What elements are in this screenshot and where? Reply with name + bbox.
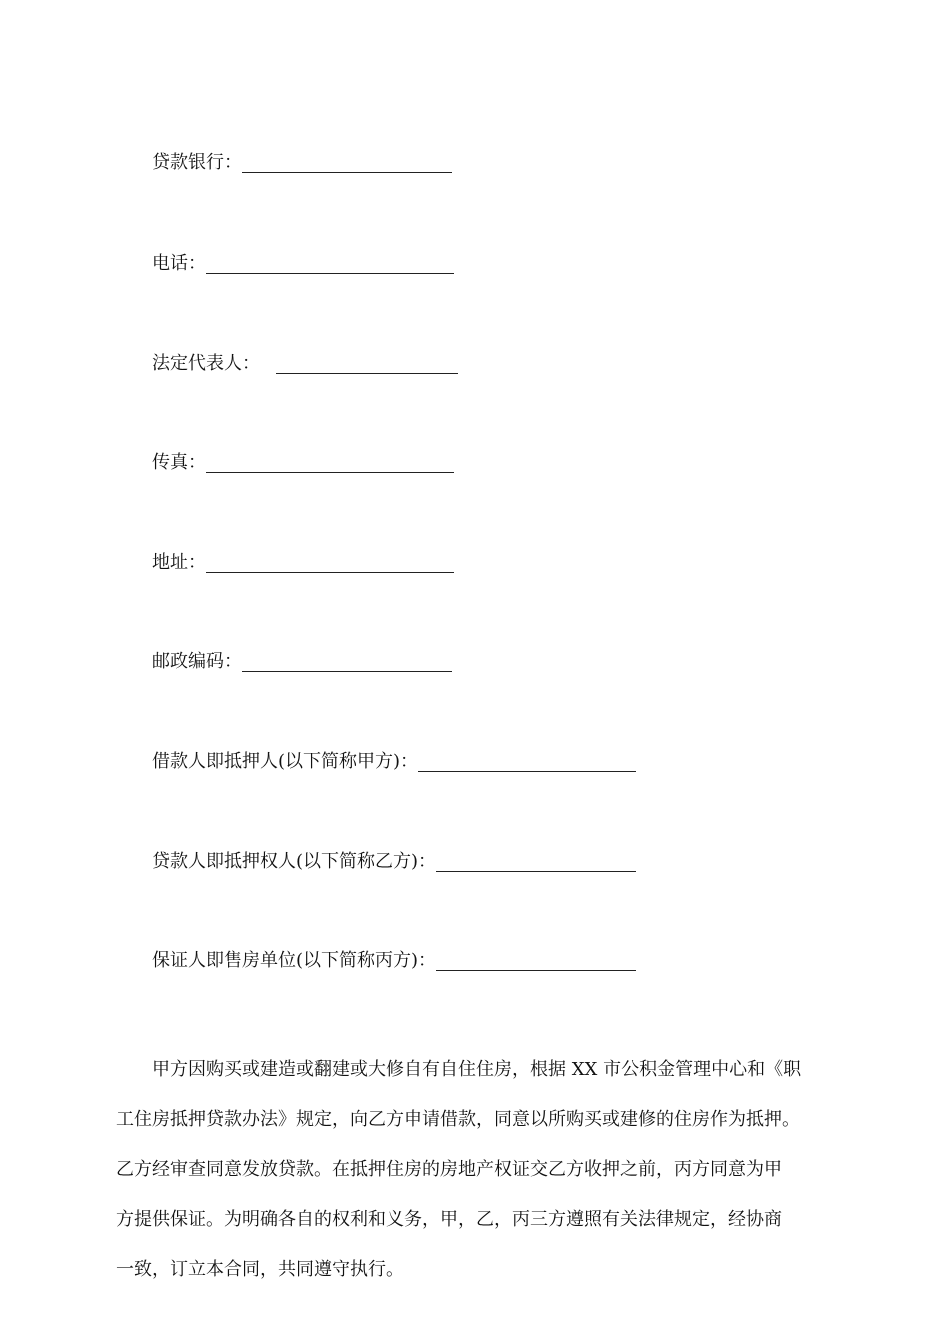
phone-blank[interactable]	[206, 255, 454, 274]
legal-representative-field	[152, 352, 458, 376]
fax-field	[152, 451, 454, 475]
borrower-label: 借款人即抵押人(以下简称甲方)：	[152, 751, 419, 772]
paragraph-line: 一致，订立本合同，共同遵守执行。	[116, 1259, 404, 1280]
guarantor-blank[interactable]	[436, 952, 636, 971]
legal-representative-blank[interactable]	[276, 355, 458, 374]
paragraph-line: 方提供保证。为明确各自的权利和义务，甲，乙，丙三方遵照有关法律规定，经协商	[116, 1209, 782, 1230]
loan-bank-field	[152, 151, 452, 175]
paragraph-line: 乙方经审查同意发放贷款。在抵押住房的房地产权证交乙方收押之前，丙方同意为甲	[116, 1159, 782, 1180]
borrower-field	[152, 750, 636, 774]
borrower-blank[interactable]	[418, 753, 636, 772]
postal-code-blank[interactable]	[242, 653, 452, 672]
loan-bank-label: 贷款银行：	[152, 152, 242, 173]
lender-field	[152, 850, 636, 874]
lender-blank[interactable]	[436, 853, 636, 872]
phone-label: 电话：	[152, 253, 206, 274]
address-field	[152, 551, 454, 575]
paragraph-line: 工住房抵押贷款办法》规定，向乙方申请借款，同意以所购买或建修的住房作为抵押。	[116, 1109, 800, 1130]
address-label: 地址：	[152, 552, 206, 573]
fax-blank[interactable]	[206, 454, 454, 473]
contract-preamble-paragraph	[116, 1045, 836, 1295]
paragraph-line	[116, 1045, 836, 1095]
fax-label: 传真：	[152, 452, 206, 473]
paragraph-line-text: 甲方因购买或建造或翻建或大修自有自住住房，根据 XX 市公积金管理中心和《职	[152, 1059, 802, 1080]
postal-code-field	[152, 650, 452, 674]
address-blank[interactable]	[206, 554, 454, 573]
lender-label: 贷款人即抵押权人(以下简称乙方)：	[152, 851, 437, 872]
phone-field	[152, 252, 454, 276]
postal-code-label: 邮政编码：	[152, 651, 242, 672]
guarantor-label: 保证人即售房单位(以下简称丙方)：	[152, 950, 437, 971]
loan-bank-blank[interactable]	[242, 154, 452, 173]
legal-representative-label: 法定代表人：	[152, 353, 260, 374]
guarantor-field	[152, 949, 636, 973]
